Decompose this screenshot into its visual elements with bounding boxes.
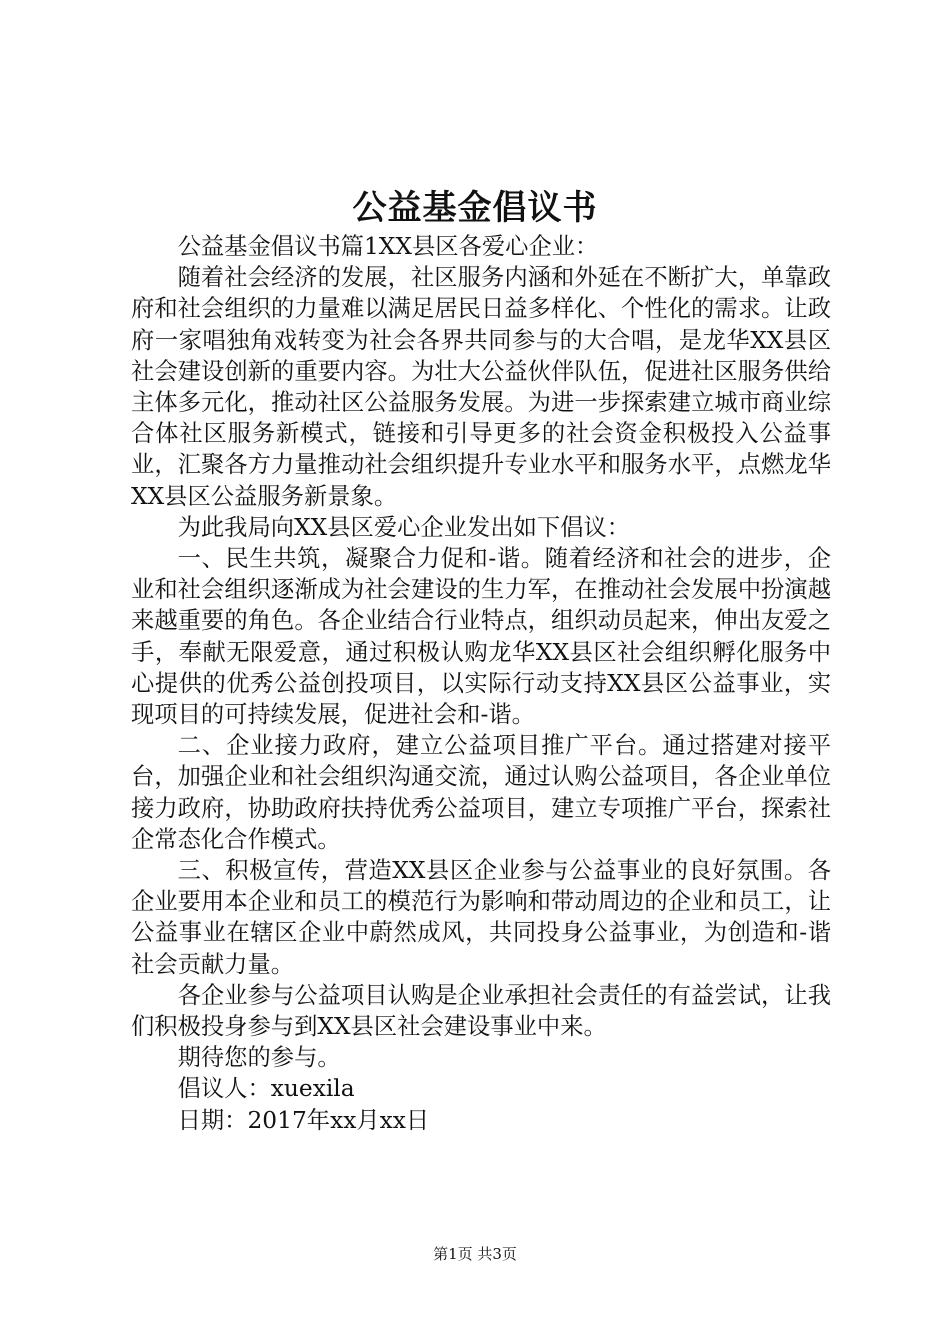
- proposal-lead-paragraph: 为此我局向XX县区爱心企业发出如下倡议：: [177, 513, 631, 541]
- closing-paragraph: 各企业参与公益项目认购是企业承担社会责任的有益尝试，让我们积极投身参与到XX县区社会建设事业中来。: [131, 981, 831, 1041]
- document-body: [131, 231, 831, 1136]
- proposal-three-paragraph: 三、积极宣传，营造XX县区企业参与公益事业的良好氛围。各企业要用本企业和员工的模范行为影响和带动周边的企业和员工，让公益事业在辖区企业中蔚然成风，共同投身公益事业，为创造和-谐社会贡献力量。: [131, 857, 831, 978]
- page-number: 第1页 共3页: [433, 1245, 517, 1263]
- proposal-one-paragraph: 一、民生共筑，凝聚合力促和-谐。随着经济和社会的进步，企业和社会组织逐渐成为社会建设的生力军，在推动社会发展中扮演越来越重要的角色。各企业结合行业特点，组织动员起来，伸出友爱之手，奉献无限爱意，通过积极认购龙华XX县区社会组织孵化服务中心提供的优秀公益创投项目，以实际行动支持XX县区公益事业，实现项目的可持续发展，促进社会和-谐。: [131, 545, 831, 729]
- date-line: 日期：2017年xx月xx日: [177, 1106, 430, 1134]
- intro-paragraph: 随着社会经济的发展，社区服务内涵和外延在不断扩大，单靠政府和社会组织的力量难以满足居民日益多样化、个性化的需求。让政府一家唱独角戏转变为社会各界共同参与的大合唱，是龙华XX县区社会建设创新的重要内容。为壮大公益伙伴队伍，促进社区服务供给主体多元化，推动社区公益服务发展。为进一步探索建立城市商业综合体社区服务新模式，链接和引导更多的社会资金积极投入公益事业，汇聚各方力量推动社会组织提升专业水平和服务水平，点燃龙华XX县区公益服务新景象。: [131, 264, 831, 510]
- expectation-line: 期待您的参与。: [177, 1044, 341, 1072]
- salutation-paragraph: 公益基金倡议书篇1XX县区各爱心企业：: [177, 233, 599, 260]
- proposal-two-paragraph: 二、企业接力政府，建立公益项目推广平台。通过搭建对接平台，加强企业和社会组织沟通交流，通过认购公益项目，各企业单位接力政府，协助政府扶持优秀公益项目，建立专项推广平台，探索社企常态化合作模式。: [131, 732, 831, 853]
- document-title: 公益基金倡议书: [352, 188, 598, 228]
- proposer-line: 倡议人：xuexila: [177, 1075, 355, 1103]
